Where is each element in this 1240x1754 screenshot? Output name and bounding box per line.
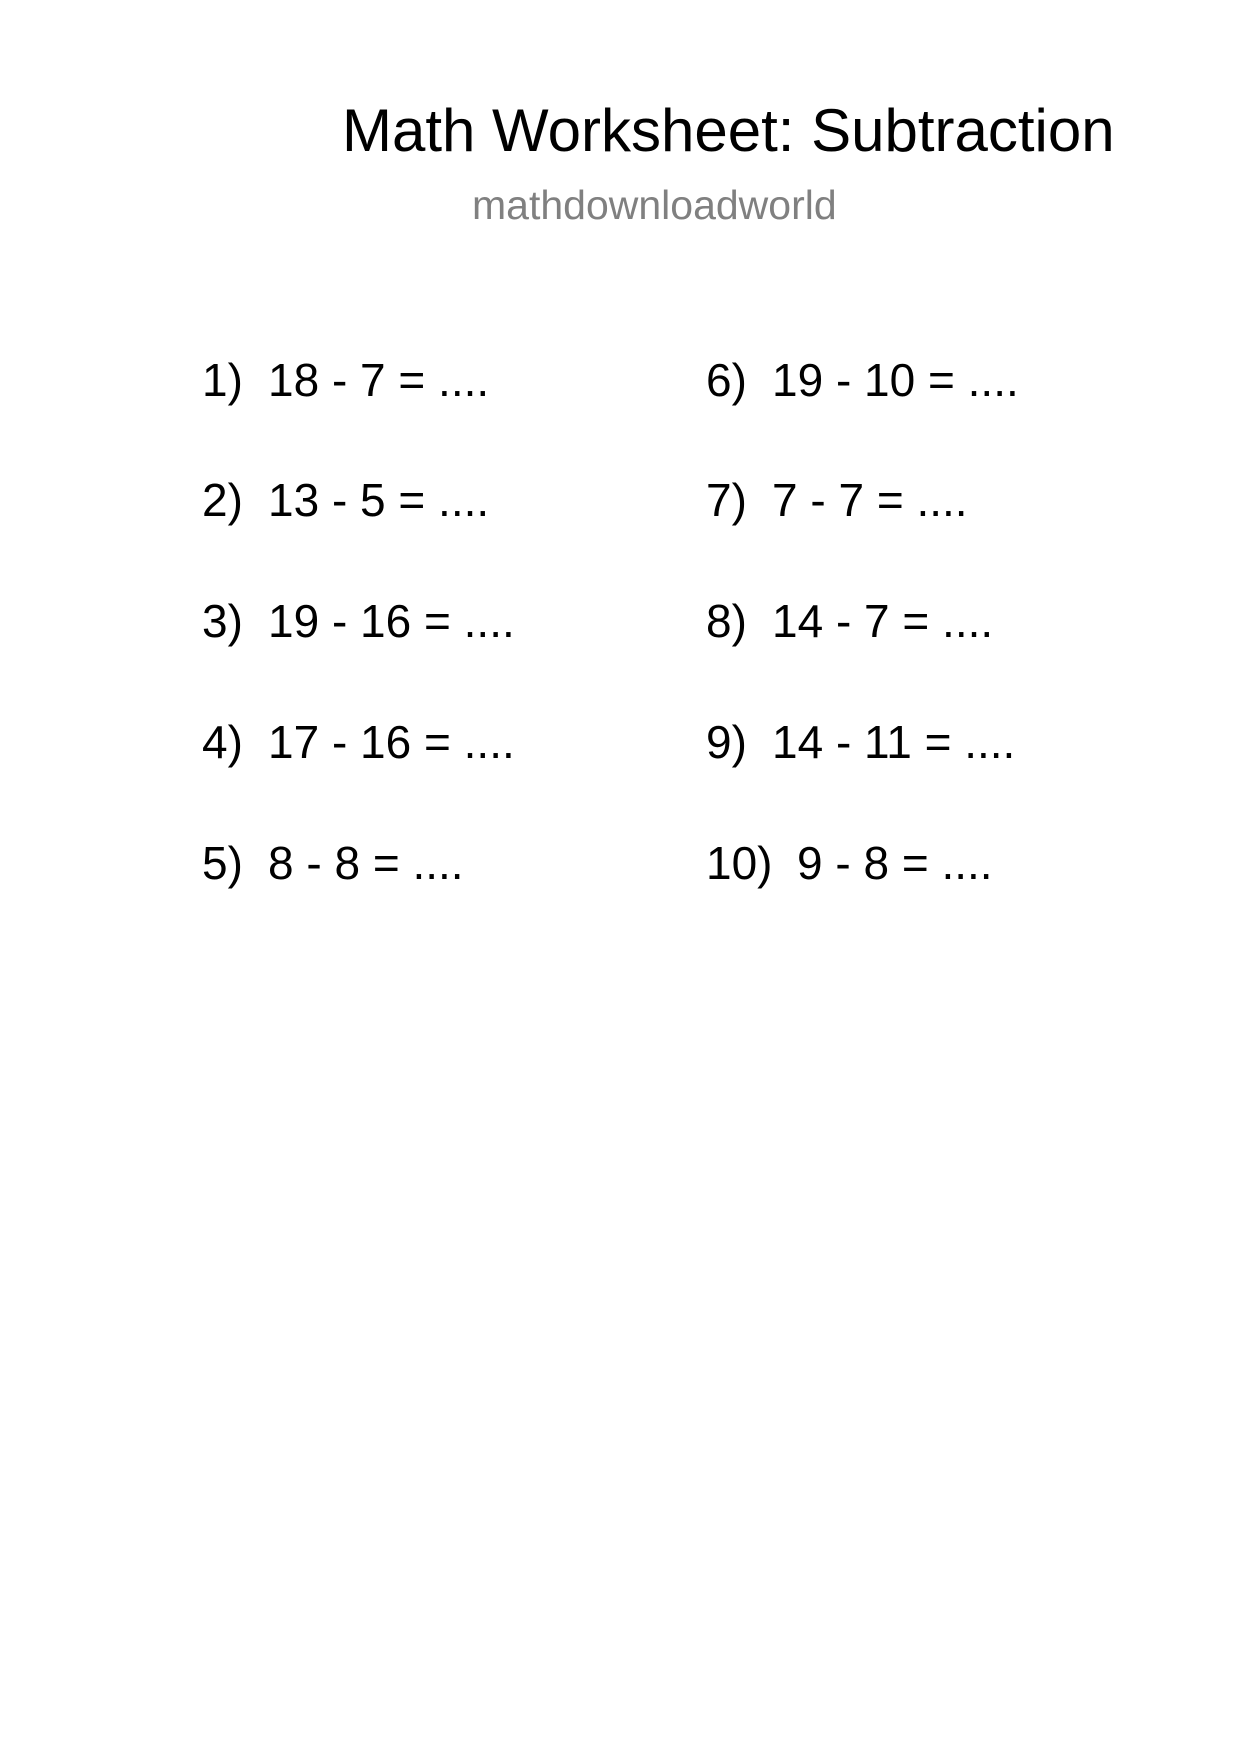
problem-number: 8) [706,595,747,647]
problem-item [202,595,515,647]
problem-item [202,716,515,768]
problem-item [202,837,464,889]
problem-item [706,474,968,526]
worksheet-title: Math Worksheet: Subtraction [342,97,1115,164]
problem-item [706,595,994,647]
problem-expression: 8 - 8 = .... [268,837,464,889]
problem-number: 6) [706,354,747,406]
problem-expression: 14 - 7 = .... [772,595,994,647]
problem-expression: 9 - 8 = .... [797,837,993,889]
problem-expression: 19 - 10 = .... [772,354,1019,406]
problem-number: 1) [202,354,243,406]
problem-expression: 18 - 7 = .... [268,354,490,406]
problem-expression: 14 - 11 = .... [772,716,1016,768]
problem-number: 2) [202,474,243,526]
problem-item [706,716,1016,768]
problem-expression: 19 - 16 = .... [268,595,515,647]
problem-number: 3) [202,595,243,647]
worksheet-subtitle: mathdownloadworld [472,182,837,228]
problem-number: 4) [202,716,243,768]
problem-number: 9) [706,716,747,768]
problem-number: 7) [706,474,747,526]
problem-item [202,474,490,526]
problem-number: 5) [202,837,243,889]
problem-expression: 17 - 16 = .... [268,716,515,768]
problem-expression: 7 - 7 = .... [772,474,968,526]
problem-item [202,354,490,406]
problem-number: 10) [706,837,773,889]
problem-expression: 13 - 5 = .... [268,474,490,526]
problem-item [706,354,1019,406]
problem-item [706,837,993,889]
